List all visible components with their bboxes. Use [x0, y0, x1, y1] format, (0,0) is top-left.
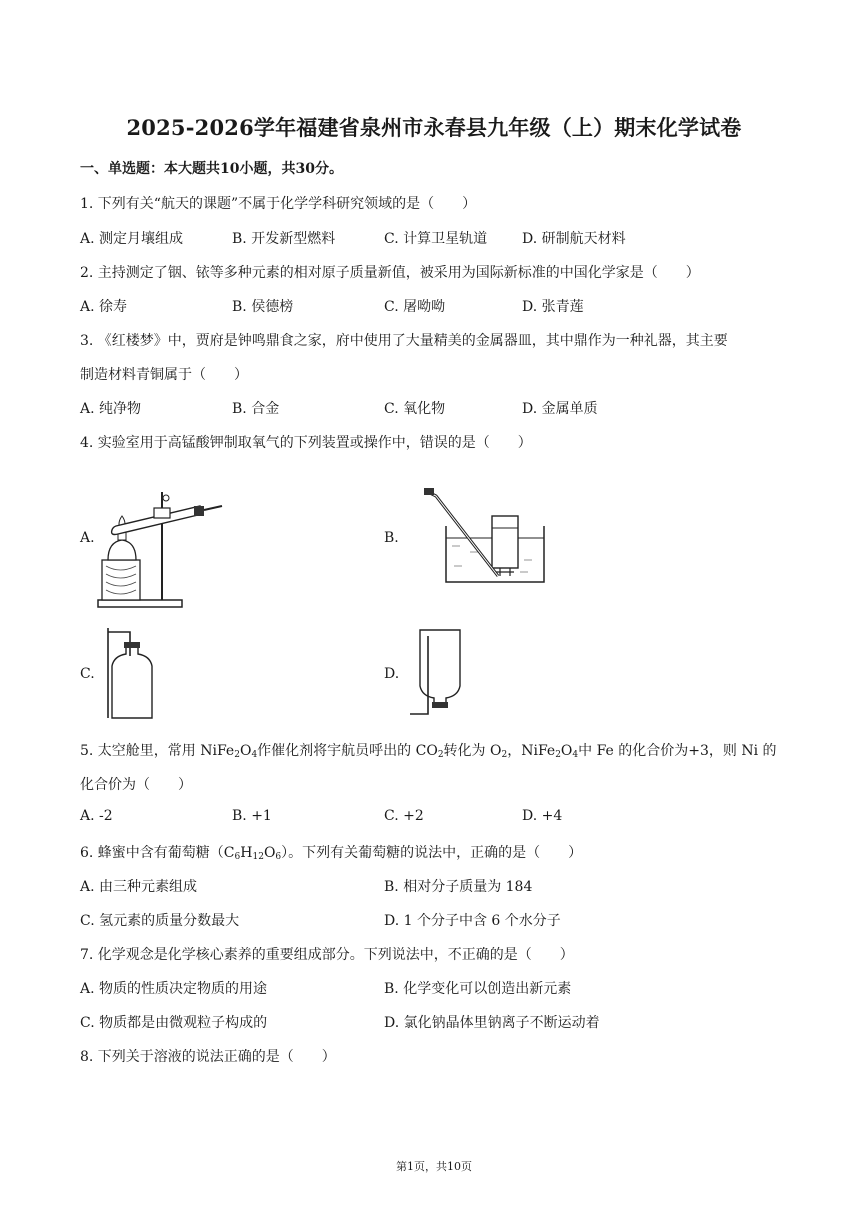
question-2-option-c[interactable]: C. 屠呦呦 [384, 299, 446, 315]
question-3-option-b[interactable]: B. 合金 [232, 401, 280, 417]
question-3-stem-line2: 制造材料青铜属于（ ） [80, 367, 248, 383]
water-collection-figure [420, 486, 550, 586]
gas-bottle-figure [100, 626, 160, 722]
question-6-option-c[interactable]: C. 氢元素的质量分数最大 [80, 913, 240, 929]
question-4-stem: 4. 实验室用于高锰酸钾制取氧气的下列装置或操作中，错误的是（ ） [80, 435, 532, 451]
question-6-stem: 6. 蜂蜜中含有葡萄糖$(C_6H_{12}O_6)$。下列有关葡萄糖的说法中，正确的是（ ） [80, 845, 583, 862]
question-2-stem: 2. 主持测定了铟、铱等多种元素的相对原子质量新值，被采用为国际新标准的中国化学家是（ ） [80, 265, 700, 281]
question-5-option-a[interactable]: A. -2 [80, 808, 113, 824]
question-1-option-c[interactable]: C. 计算卫星轨道 [384, 231, 488, 247]
question-1-stem: 1. 下列有关“航天的课题”不属于化学学科研究领域的是（ ） [80, 196, 477, 212]
question-6-option-b[interactable]: B. 相对分子质量为 184 [384, 879, 533, 895]
page-footer: 第1页，共10页 [396, 1160, 472, 1173]
question-1-option-d[interactable]: D. 研制航天材料 [522, 231, 626, 247]
question-6-option-d[interactable]: D. 1 个分子中含 6 个水分子 [384, 913, 561, 929]
question-3-option-a[interactable]: A. 纯净物 [80, 401, 142, 417]
downward-air-figure [404, 626, 464, 722]
question-3-option-d[interactable]: D. 金属单质 [522, 401, 598, 417]
section-heading: 一、单选题：本大题共10小题，共30分。 [80, 161, 343, 177]
question-7-option-d[interactable]: D. 氯化钠晶体里钠离子不断运动着 [384, 1015, 600, 1031]
question-1-option-b[interactable]: B. 开发新型燃料 [232, 231, 336, 247]
question-4-option-d-label[interactable]: D. [384, 666, 400, 682]
exam-title: 2025-2026学年福建省泉州市永春县九年级（上）期末化学试卷 [126, 115, 742, 140]
heating-apparatus-figure [96, 488, 226, 613]
question-1-option-a[interactable]: A. 测定月壤组成 [80, 231, 184, 247]
question-7-stem: 7. 化学观念是化学核心素养的重要组成部分。下列说法中，不正确的是（ ） [80, 947, 574, 963]
question-5-option-b[interactable]: B. +1 [232, 808, 272, 824]
question-5-option-c[interactable]: C. +2 [384, 808, 424, 824]
question-2-option-d[interactable]: D. 张青莲 [522, 299, 584, 315]
question-8-stem: 8. 下列关于溶液的说法正确的是（ ） [80, 1049, 336, 1065]
question-2-option-a[interactable]: A. 徐寿 [80, 299, 128, 315]
question-4-option-b-label[interactable]: B. [384, 530, 399, 546]
question-5-stem-line1: 5. 太空舱里，常用 $NiFe_2O_4$作催化剂将宇航员呼出的 $CO_2$转化为 $O_2$，$NiFe_2O_4$中 Fe 的化合价为+3，则 Ni 的 [80, 743, 777, 760]
question-3-option-c[interactable]: C. 氧化物 [384, 401, 446, 417]
question-3-stem-line1: 3. 《红楼梦》中，贾府是钟鸣鼎食之家，府中使用了大量精美的金属器皿，其中鼎作为一种礼器，其主要 [80, 333, 728, 349]
question-5-stem-line2: 化合价为（ ） [80, 777, 192, 793]
question-4-option-a-label[interactable]: A. [80, 530, 95, 546]
question-7-option-c[interactable]: C. 物质都是由微观粒子构成的 [80, 1015, 268, 1031]
question-2-option-b[interactable]: B. 侯德榜 [232, 299, 294, 315]
question-4-option-c-label[interactable]: C. [80, 666, 95, 682]
question-6-option-a[interactable]: A. 由三种元素组成 [80, 879, 198, 895]
question-7-option-b[interactable]: B. 化学变化可以创造出新元素 [384, 981, 572, 997]
question-5-option-d[interactable]: D. +4 [522, 808, 563, 824]
question-7-option-a[interactable]: A. 物质的性质决定物质的用途 [80, 981, 268, 997]
